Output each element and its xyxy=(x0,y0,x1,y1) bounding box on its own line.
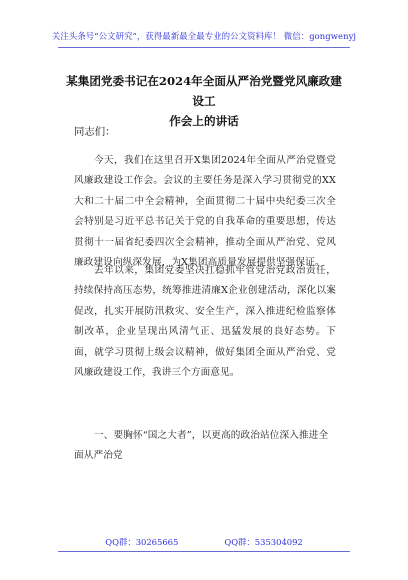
document-title-line1: 某集团党委书记在2024年全面从严治党暨党风廉政建设工 xyxy=(66,74,342,108)
footer-qq-group-1: QQ群：30265665 xyxy=(105,537,179,547)
greeting: 同志们： xyxy=(74,126,116,138)
paragraph-2: 去年以来，集团党委坚决扛稳抓牢管党治党政治责任，持续保持高压态势，统筹推进清廉X企业创建活动，深化以案促改，扎实开展防汛救灾、安全生产，深入推进纪检监察体制改革，企业呈现出风清气正、迅猛发展的良好态势。下面，就学习贯彻上级会议精神，做好集团全面从严治党、党风廉政建设工作，我讲三个方面意见。 xyxy=(74,265,336,379)
paragraph-1: 今天，我们在这里召开X集团2024年全面从严治党暨党风廉政建设工作会。会议的主要任务是深入学习贯彻党的XX大和二十届二中全会精神，全面贯彻二十届中央纪委三次全会特别是习近平总书记关于党的自我革命的重要思想，传达贯彻十一届省纪委四次全会精神，推动全面从严治党、党风廉政建设向纵深发展，为X集团高质量发展提供坚强保证。 xyxy=(74,155,336,269)
document-title xyxy=(62,71,346,131)
document-title-line2: 作会上的讲话 xyxy=(169,114,239,128)
header-notice: 关注头条号“公文研究”，获得最新最全最专业的公文资料库！ 微信：gongwenyj xyxy=(51,31,357,41)
footer-qq-groups xyxy=(0,536,408,548)
footer-divider xyxy=(58,551,350,552)
footer-qq-group-2: QQ群：535304092 xyxy=(224,537,303,547)
section-heading: 一、要胸怀“国之大者”，以更高的政治站位深入推进全面从严治党 xyxy=(74,430,329,462)
header-divider xyxy=(58,47,350,48)
